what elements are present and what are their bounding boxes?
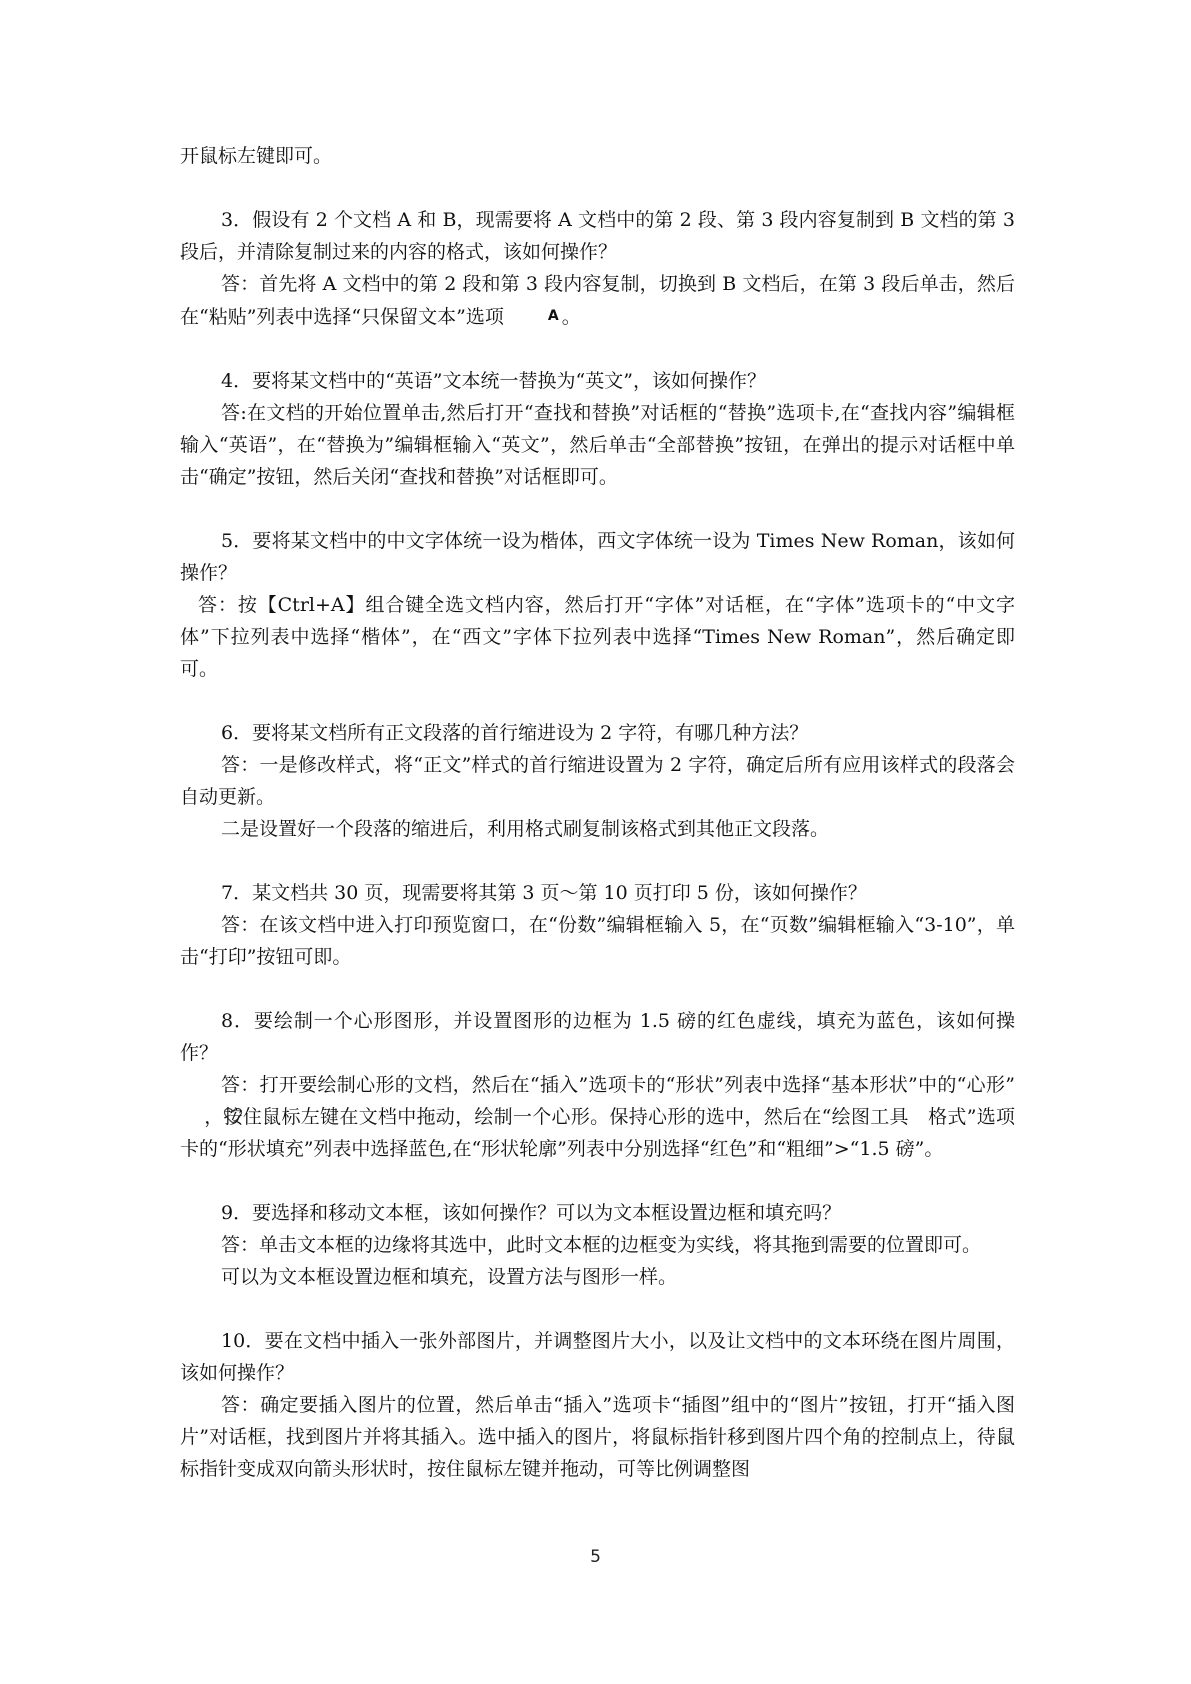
q8-question: 8．要绘制一个心形图形，并设置图形的边框为 1.5 磅的红色虚线，填充为蓝色，该如何操作？ [180,1010,1015,1064]
q9-question: 9．要选择和移动文本框，该如何操作？可以为文本框设置边框和填充吗？ [221,1202,842,1224]
heart-outline-icon [182,1103,202,1121]
q6-answer-2: 二是设置好一个段落的缩进后，利用格式刷复制该格式到其他正文段落。 [221,818,830,840]
q10-question: 10．要在文档中插入一张外部图片，并调整图片大小，以及让文档中的文本环绕在图片周围，该如何操作？ [180,1330,1015,1384]
q3-question: 3．假设有 2 个文档 A 和 B，现需要将 A 文档中的第 2 段、第 3 段内容复制到 B 文档的第 3 段后，并清除复制过来的内容的格式，该如何操作？ [180,209,1015,263]
keep-text-only-icon: A [547,308,559,324]
paragraph-gap [180,333,1015,365]
q5-question: 5．要将某文档中的中文字体统一设为楷体，西文字体统一设为 Times New Roman，该如何操作？ [180,530,1015,584]
q4-question: 4．要将某文档中的“英语”文本统一替换为“英文”，该如何操作？ [221,370,766,392]
q9-answer-2: 可以为文本框设置边框和填充，设置方法与图形一样。 [221,1266,678,1288]
q7-answer: 答：在该文档中进入打印预览窗口，在“份数”编辑框输入 5，在“页数”编辑框输入“3-10”，单击“打印”按钮可即。 [180,914,1015,968]
q8-answer-rest: ，按住鼠标左键在文档中拖动，绘制一个心形。保持心形的选中，然后在“绘图工具 格式”选项卡的“形状填充”列表中选择蓝色,在“形状轮廓”列表中分别选择“红色”和“粗细”>“1.5 磅”。 [180,1106,1015,1160]
q8-answer [180,1069,1015,1165]
intro-line: 开鼠标左键即可。 [180,145,333,167]
paragraph-gap [180,973,1015,1005]
q3-answer-text: 答：首先将 A 文档中的第 2 段和第 3 段内容复制，切换到 B 文档后，在第 3 段后单击，然后在“粘贴”列表中选择“只保留文本”选项 [180,273,1015,328]
document-body [180,140,1015,1485]
page-number: 5 [590,1547,601,1567]
q6-question: 6．要将某文档所有正文段落的首行缩进设为 2 字符，有哪几种方法？ [221,722,809,744]
q4-answer: 答:在文档的开始位置单击,然后打开“查找和替换”对话框的“替换”选项卡,在“查找内容”编辑框输入“英语”，在“替换为”编辑框输入“英文”，然后单击“全部替换”按钮，在弹出的提示对话框中单击“确定”按钮，然后关闭“查找和替换”对话框即可。 [180,402,1015,488]
q8-answer-text: 答：打开要绘制心形的文档，然后在“插入”选项卡的“形状”列表中选择“基本形状”中的“心形” [221,1074,1015,1096]
paragraph-gap [180,845,1015,877]
q3-answer-end: 。 [561,306,581,328]
paragraph-gap [180,1165,1015,1197]
q6-answer-1: 答：一是修改样式，将“正文”样式的首行缩进设置为 2 字符，确定后所有应用该样式的段落会自动更新。 [180,754,1015,808]
paragraph-gap [180,493,1015,525]
q5-answer: 答：按【Ctrl+A】组合键全选文档内容，然后打开“字体”对话框，在“字体”选项卡的“中文字体”下拉列表中选择“楷体”，在“西文”字体下拉列表中选择“Times New Roman”，然后确定即可。 [180,594,1015,680]
q9-answer-1: 答：单击文本框的边缘将其选中，此时文本框的边框变为实线，将其拖到需要的位置即可。 [221,1234,982,1256]
paragraph-gap [180,685,1015,717]
q10-answer: 答：确定要插入图片的位置，然后单击“插入”选项卡“插图”组中的“图片”按钮，打开“插入图片”对话框，找到图片并将其插入。选中插入的图片，将鼠标指针移到图片四个角的控制点上，待鼠标指针变成双向箭头形状时，按住鼠标左键并拖动，可等比例调整图 [180,1394,1015,1480]
paragraph-gap [180,1293,1015,1325]
paragraph-gap [180,172,1015,204]
q7-question: 7．某文档共 30 页，现需要将其第 3 页～第 10 页打印 5 份，该如何操作？ [221,882,867,904]
q3-answer [180,268,1015,333]
